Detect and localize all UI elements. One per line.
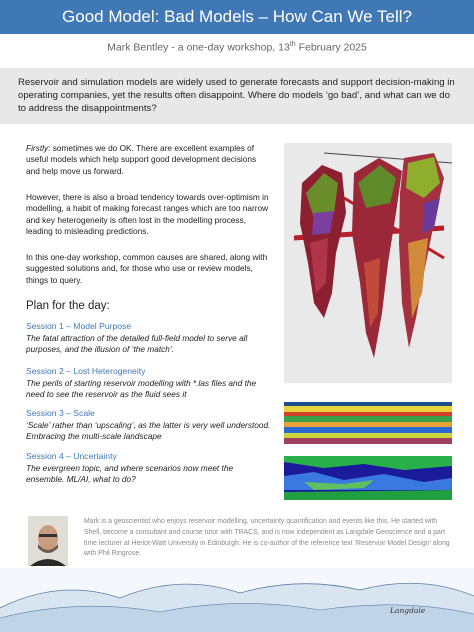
page-title: Good Model: Bad Models – How Can We Tell? [62, 7, 412, 26]
session-2-title: Session 2 – Lost Heterogeneity [26, 366, 146, 376]
subtitle-superscript: th [289, 41, 296, 48]
session-1-title: Session 1 – Model Purpose [26, 321, 132, 331]
artist-signature: Langdale [390, 606, 426, 615]
reservoir-model-image [284, 143, 452, 383]
firstly-rest: : sometimes we do OK. There are excellent examples of useful models which help support good development decisions and help move us forward. [26, 143, 257, 176]
paragraph-however: However, there is also a broad tendency towards over-optimism in modelling, a habit of making forecast ranges which are too narrow and key heterogeneity is often lost in the modelling process, leading to misleading predictions. [26, 192, 269, 236]
paragraph-firstly [26, 143, 272, 177]
author-bio: Mark is a geoscientist who enjoys reservoir modelling, uncertainty quantification and events like this. He started with Shell, become a consultant and course tutor with TRACS, and is now independent as Langdale Geoscience and a part time lecturer at Heriot-Watt University in Edinburgh. He is co-author of the reference text ‘Reservoir Model Design’ along with Phil Ringrose. [84, 518, 450, 558]
uncertainty-map-image [284, 456, 452, 500]
plan-heading: Plan for the day: [26, 300, 110, 312]
title-banner [0, 0, 474, 34]
session-1-desc: The fatal attraction of the detailed full-field model to serve all purposes, and the illusion of ‘the match’. [26, 333, 248, 355]
session-3-title: Session 3 – Scale [26, 408, 95, 418]
subtitle-suffix: February 2025 [295, 41, 367, 54]
subtitle [0, 41, 474, 54]
mountain-sketch-image [0, 568, 474, 632]
firstly-lead: Firstly [26, 143, 49, 153]
intro-panel [0, 68, 474, 124]
session-3-desc: ‘Scale’ rather than ‘upscaling’, as the latter is very well understood. Embracing the multi-scale landscape [26, 420, 271, 442]
session-4-desc: The evergreen topic, and where scenarios now meet the ensemble. ML/AI, what to do? [26, 463, 234, 485]
author-photo [28, 516, 68, 566]
subtitle-prefix: Mark Bentley - a one-day workshop, 13 [107, 41, 290, 54]
session-2-desc: The perils of starting reservoir modelling with *.las files and the need to see the reservoir as the fluid sees it [26, 378, 257, 400]
session-4-title: Session 4 – Uncertainty [26, 451, 117, 461]
paragraph-workshop: In this one-day workshop, common causes are shared, along with suggested solutions and, for those who use or review models, things to query. [26, 252, 268, 285]
intro-text: Reservoir and simulation models are widely used to generate forecasts and support decision-making in operating companies, yet the results often disappoint. Where do models ‘go bad’, and what can we do to address the disappointments? [18, 77, 455, 114]
scale-model-image [284, 402, 452, 444]
